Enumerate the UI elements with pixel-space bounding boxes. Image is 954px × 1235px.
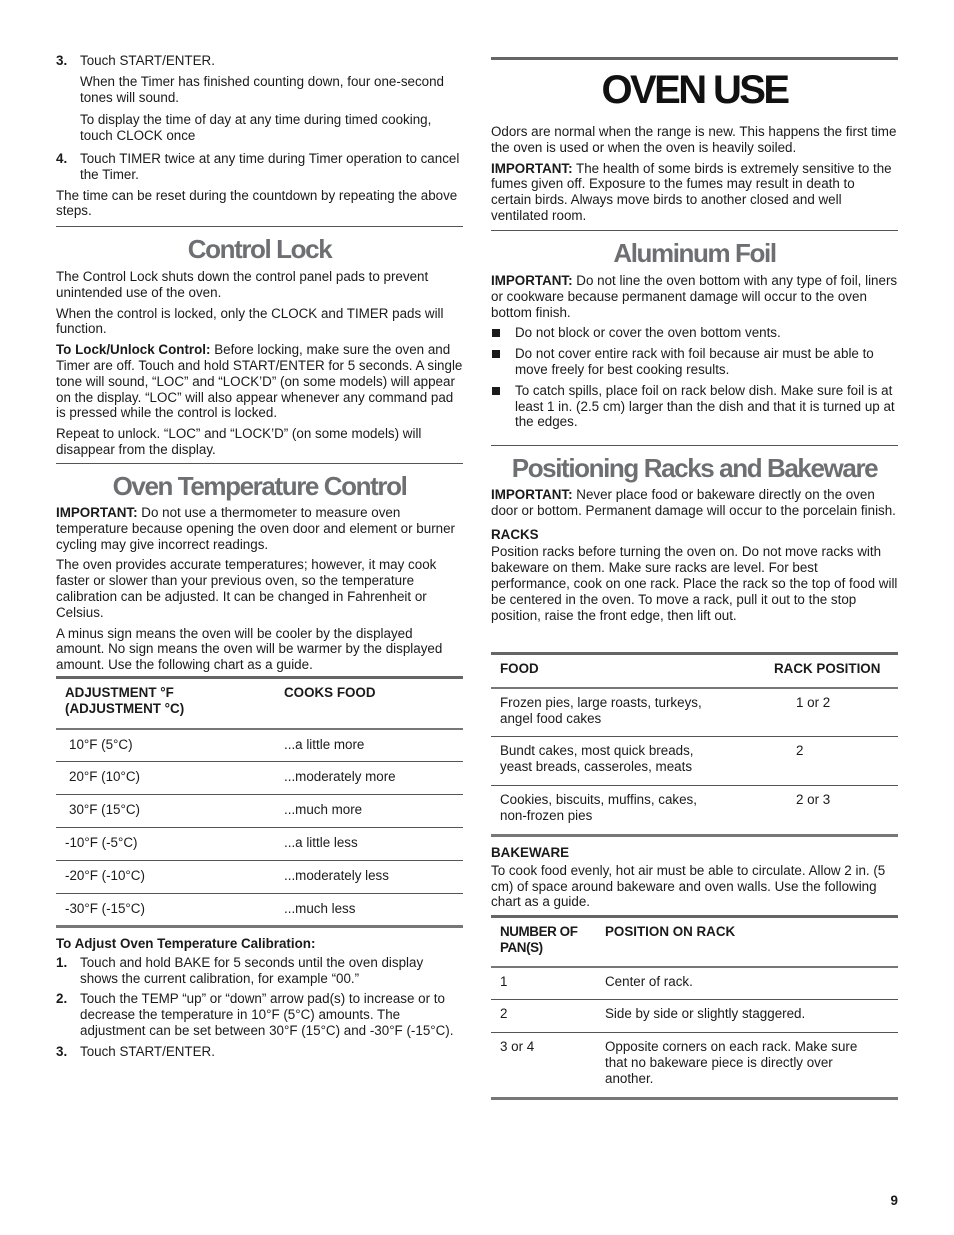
bullet-square-icon	[492, 387, 500, 395]
oven-use-intro: Odors are normal when the range is new. This happens the first time the oven is used or when the oven is heavily soiled. IMPORTANT: The health of some birds is extremely sensitive to the fumes given off. Exposure to the fumes may result in death to certain birds. Always move birds to another closed and well ventilated room.	[491, 124, 897, 223]
pan-position-table	[491, 915, 898, 1100]
timer-steps	[56, 53, 463, 219]
table-row: -30°F (-15°C) ...much less	[56, 893, 463, 927]
calibration-step: 3. Touch START/ENTER.	[56, 1043, 215, 1059]
table-header-row: NUMBER OF PAN(S) POSITION ON RACK	[491, 918, 898, 967]
calibration-step: 2. Touch the TEMP “up” or “down” arrow pad(s) to increase or to decrease the temperature in 10°F (5°C) amounts. The adjustment can be set between 30°F (15°C) and -30°F (-15°C).	[56, 991, 454, 1038]
table-row: 20°F (10°C) ...moderately more	[56, 762, 463, 795]
adjustment-table	[56, 676, 463, 928]
page-title: OVEN USE	[601, 68, 788, 112]
table-row: -20°F (-10°C) ...moderately less	[56, 860, 463, 893]
divider	[491, 230, 898, 231]
divider	[56, 463, 463, 464]
table-row: 30°F (15°C) ...much more	[56, 795, 463, 828]
section-title-aluminum-foil: Aluminum Foil	[613, 238, 776, 268]
table-header-row: FOOD RACK POSITION	[491, 655, 898, 688]
bakeware-title: BAKEWARE	[491, 845, 570, 860]
aluminum-foil-section: Aluminum Foil IMPORTANT: Do not line the oven bottom with any type of foil, liners or cookware because permanent damage will occur to the oven bottom finish. Do not block or cover the oven bottom vents. Do not cover entire rack with foil because air must be able to move freely for best cooking results. To catch spills, place foil on rack below dish. Make sure foil is at least 1 in. (2.5 cm) larger than the dish and that it is turned up at the edges.	[491, 238, 898, 430]
table-row: Bundt cakes, most quick breads, yeast breads, casseroles, meats 2	[491, 737, 898, 786]
table-row: 3 or 4 Opposite corners on each rack. Make sure that no bakeware piece is directly over another.	[491, 1033, 898, 1098]
positioning-section: Positioning Racks and Bakeware IMPORTANT: Never place food or bakeware directly on the oven door or bottom. Permanent damage will occur to the porcelain finish. RACKS Position racks before turning the oven on. Do not move racks with bakeware on them. Make sure racks are level. For best performance, cook on one rack. Place the rack so the top of food will be centered in the oven. To move a rack, pull it out to the stop position, raise the front edge, then lift out.	[491, 453, 898, 623]
bakeware-section: BAKEWARE To cook food evenly, hot air must be able to circulate. Allow 2 in. (5 cm) of space around bakeware and oven walls. Use the following chart as a guide.	[491, 845, 898, 910]
table-row: Frozen pies, large roasts, turkeys, angel food cakes 1 or 2	[491, 688, 898, 737]
top-rule	[491, 57, 898, 60]
control-lock-section: Control Lock The Control Lock shuts down the control panel pads to prevent unintended use of the oven. When the control is locked, only the CLOCK and TIMER pads will function. To Lock/Unlock Control: Before locking, make sure the oven and Timer are off. Touch and hold START/ENTER for 5 seconds. A single tone will sound, “LOC” and “LOCK’D” (on some models) will appear on the display. “LOC” will also appear whenever any command pad is pressed while the control is locked. Repeat to unlock. “LOC” and “LOCK’D” (on some models) will disappear from the display.	[56, 234, 463, 457]
section-title-control-lock: Control Lock	[187, 234, 332, 264]
table-row: Cookies, biscuits, muffins, cakes, non-frozen pies 2 or 3	[491, 785, 898, 835]
page-number: 9	[890, 1193, 898, 1208]
table-row: -10°F (-5°C) ...a little less	[56, 827, 463, 860]
timer-step-3: 3. Touch START/ENTER. When the Timer has finished counting down, four one-second tones will sound. To display the time of day at any time during timed cooking, touch CLOCK once	[56, 53, 444, 144]
bullet-square-icon	[492, 329, 500, 337]
calibration-title: To Adjust Oven Temperature Calibration:	[56, 936, 316, 951]
table-row: 10°F (5°C) ...a little more	[56, 729, 463, 762]
section-title-positioning-racks: Positioning Racks and Bakeware	[511, 453, 878, 483]
divider	[491, 445, 898, 446]
list-item: Do not cover entire rack with foil because air must be able to move freely for best cooking results.	[491, 346, 898, 378]
reset-note: The time can be reset during the countdown by repeating the above steps.	[56, 187, 458, 219]
oven-temp-section: Oven Temperature Control IMPORTANT: Do not use a thermometer to measure oven temperature because opening the oven door and element or burner cycling may give incorrect readings. The oven provides accurate temperatures; however, it may cook faster or slower than your previous oven, so the temperature calibration can be adjusted. It can be changed in Fahrenheit or Celsius. A minus sign means the oven will be cooler by the displayed amount. No sign means the oven will be warmer by the displayed amount. Use the following chart as a guide.	[56, 471, 463, 673]
calibration-section	[56, 936, 463, 1060]
table-row: 1 Center of rack.	[491, 967, 898, 1000]
timer-step-4: 4. Touch TIMER twice at any time during Timer operation to cancel the Timer.	[56, 150, 460, 182]
rack-position-table	[491, 652, 898, 837]
divider	[56, 226, 463, 227]
section-title-oven-temperature: Oven Temperature Control	[112, 471, 407, 501]
list-item: Do not block or cover the oven bottom vents.	[491, 325, 898, 341]
list-item: To catch spills, place foil on rack below dish. Make sure foil is at least 1 in. (2.5 cm) larger than the dish and that it is turned up at the edges.	[491, 383, 898, 430]
table-header-row: ADJUSTMENT °F (ADJUSTMENT °C) COOKS FOOD	[56, 679, 463, 729]
calibration-step: 1. Touch and hold BAKE for 5 seconds until the oven display shows the current calibration, for example “00.”	[56, 954, 424, 986]
table-row: 2 Side by side or slightly staggered.	[491, 1000, 898, 1033]
bullet-square-icon	[492, 350, 500, 358]
racks-title: RACKS	[491, 526, 539, 542]
